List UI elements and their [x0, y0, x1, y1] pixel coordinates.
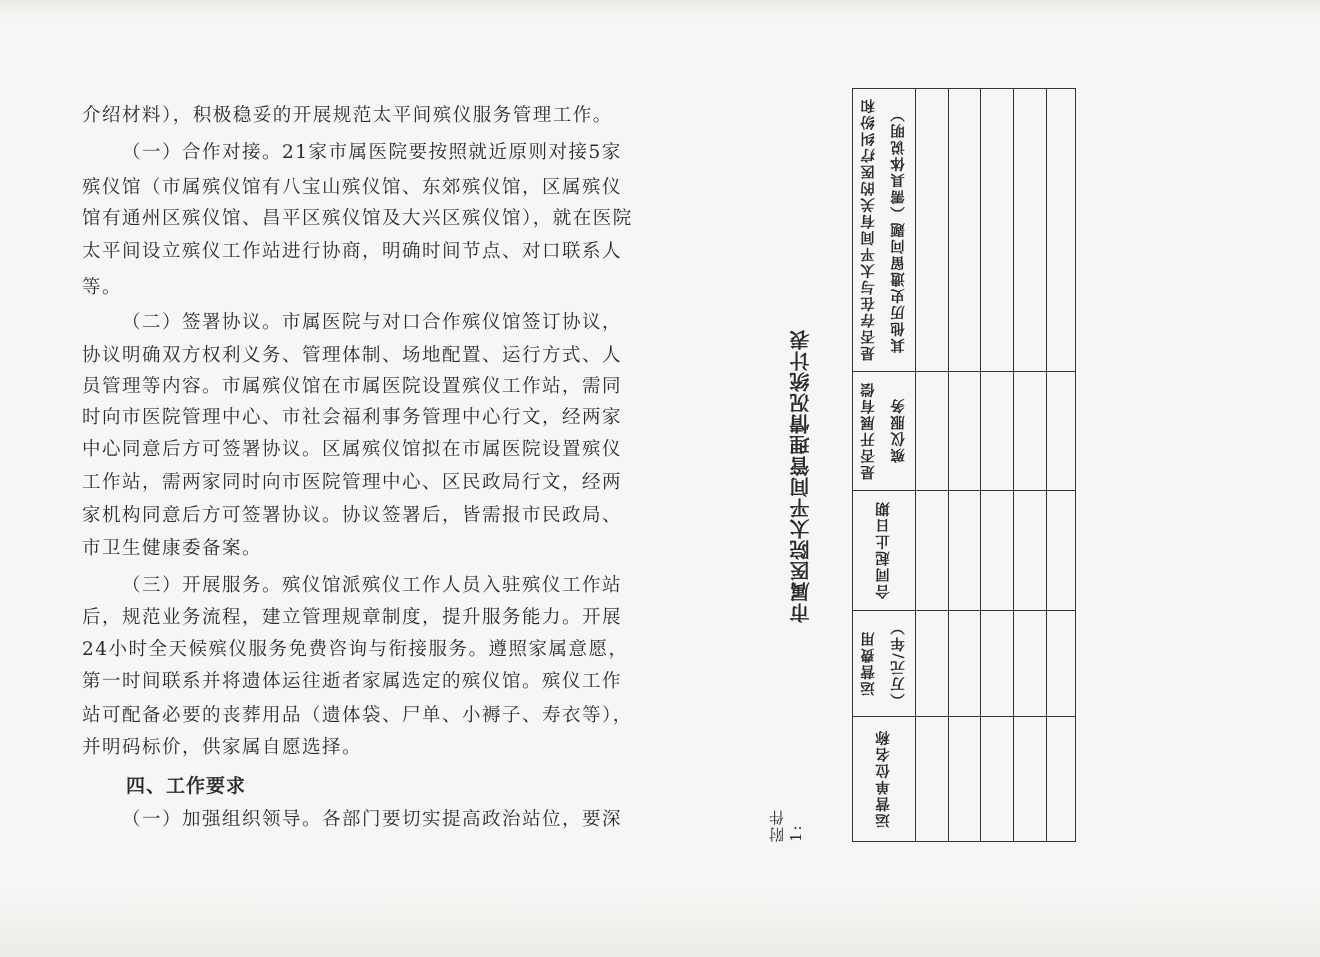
table-row-line	[852, 371, 1076, 372]
table-column-line	[980, 88, 981, 842]
body-line: 时向市医院管理中心、市社会福利事务管理中心行文，经两家	[82, 407, 623, 428]
body-line: 中心同意后方可签署协议。区属殡仪馆拟在市属医院设置殡仪	[82, 439, 623, 460]
body-line: （三）开展服务。殡仪馆派殡仪工作人员入驻殡仪工作站	[122, 575, 623, 596]
body-line: 后，规范业务流程，建立管理规章制度，提升服务能力。开展	[82, 607, 623, 628]
table-row-line	[852, 716, 1076, 717]
table-row-line	[852, 610, 1076, 611]
body-line: 协议明确双方权利义务、管理体制、场地配置、运行方式、人	[82, 345, 623, 366]
body-line: （一）合作对接。21家市属医院要按照就近原则对接5家	[122, 142, 622, 163]
table-header-cell: 运营费用（万元/年）	[861, 618, 907, 708]
body-line: 太平间设立殡仪工作站进行协商，明确时间节点、对口联系人	[82, 241, 623, 262]
table-column-line	[1013, 88, 1014, 842]
scan-edge-top	[0, 0, 1320, 18]
body-line: 24小时全天候殡仪服务免费咨询与衔接服务。遵照家属意愿，	[82, 639, 629, 660]
body-line: 工作站，需两家同时向市医院管理中心、区民政局行文，经两	[82, 472, 623, 493]
body-line: 家机构同意后方可签署协议。协议签署后，皆需报市民政局、	[82, 505, 623, 526]
table-row-line	[852, 490, 1076, 491]
table-header-cell: 运营单位名称	[876, 729, 892, 829]
scan-edge-bottom	[0, 890, 1320, 957]
table-row-line	[852, 88, 1076, 89]
section-heading: 四、工作要求	[126, 775, 247, 797]
table-header-cell: 合同起止日期	[876, 500, 892, 600]
body-line: 市卫生健康委备案。	[82, 538, 263, 559]
attachment-label: 附件1:	[768, 808, 805, 842]
body-line: 介绍材料），积极稳妥的开展规范太平间殡仪服务管理工作。	[82, 105, 613, 126]
table-header-cell: 是否存在与太平间有关的医疗纠纷和其他历史遗留问题（需具体说明）	[861, 97, 907, 362]
body-line: （二）签署协议。市属医院与对口合作殡仪馆签订协议，	[122, 312, 623, 333]
body-line: 第一时间联系并将遗体运往逝者家属选定的殡仪馆。殡仪工作	[82, 671, 623, 692]
table-column-line	[1046, 88, 1047, 842]
table-title: 市属医院太平间管理情况统计表	[789, 329, 813, 623]
body-line: 员管理等内容。市属殡仪馆在市属医院设置殡仪工作站，需同	[82, 376, 623, 397]
body-line: （一）加强组织领导。各部门要切实提高政治站位，要深	[122, 809, 623, 830]
table-row-line	[852, 841, 1076, 842]
table-column-line	[915, 88, 916, 842]
body-line: 殡仪馆（市属殡仪馆有八宝山殡仪馆、东郊殡仪馆，区属殡仪	[82, 177, 623, 198]
body-line: 站可配备必要的丧葬用品（遗体袋、尸单、小褥子、寿衣等），	[82, 705, 633, 726]
statistics-table	[852, 88, 1076, 842]
body-line: 馆有通州区殡仪馆、昌平区殡仪馆及大兴区殡仪馆），就在医院	[82, 208, 633, 229]
table-column-line	[948, 88, 949, 842]
body-line: 等。	[82, 277, 123, 298]
body-line: 并明码标价，供家属自愿选择。	[82, 737, 363, 758]
table-header-cell: 是否开展有偿殡仪服务	[861, 381, 907, 480]
table-column-line	[1075, 88, 1076, 842]
